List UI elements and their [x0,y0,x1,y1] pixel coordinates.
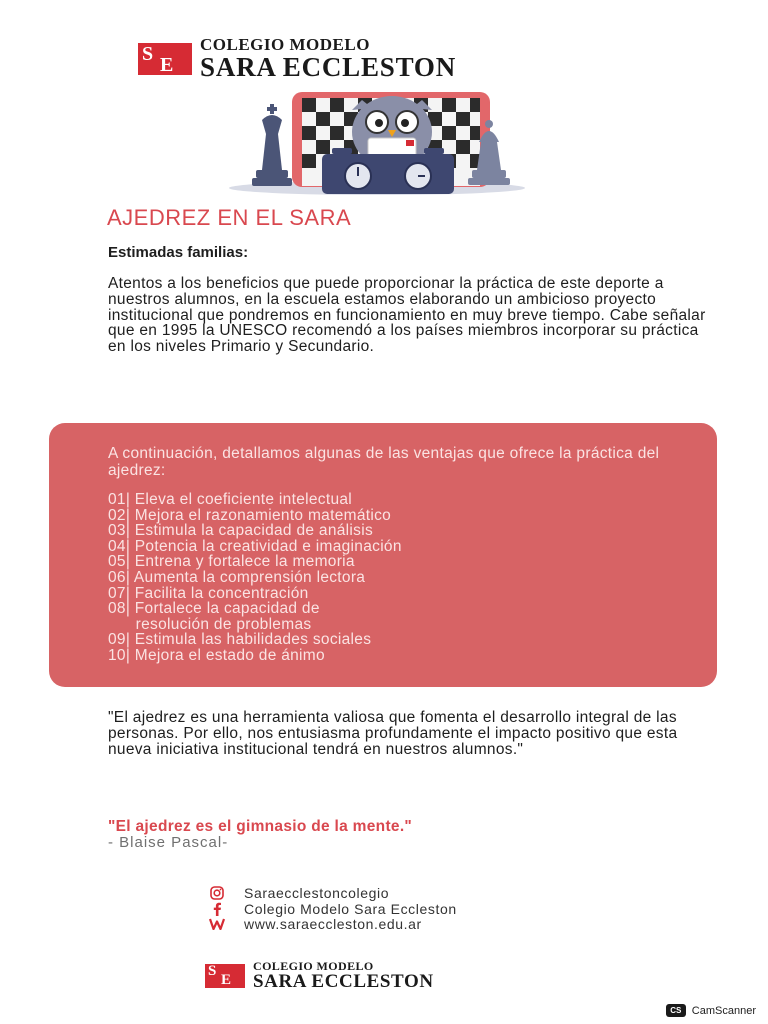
quote-author: - Blaise Pascal- [108,834,229,851]
benefit-item: 02| Mejora el razonamiento matemático [108,506,392,524]
chess-clock [322,148,454,194]
facebook-icon [208,902,226,916]
contact-facebook[interactable] [208,901,457,917]
camscanner-watermark [666,1004,756,1017]
motto: "El ajedrez es el gimnasio de la mente." [108,818,413,835]
contact-website[interactable] [208,916,422,932]
camscanner-badge-icon: CS [666,1004,686,1017]
web-icon [208,917,226,931]
camscanner-label: CamScanner [691,1004,756,1017]
chess-king-piece [252,104,292,186]
page-title: AJEDREZ EN EL SARA [107,205,352,230]
logo-text [253,960,434,991]
benefit-item: 03| Estimula la capacidad de análisis [108,522,373,540]
logo-line1: COLEGIO MODELO [253,959,374,973]
logo-line2: SARA ECCLESTON [253,971,434,992]
intro-paragraph: Atentos a los beneficios que puede proporcionar la práctica de este deporte a nuestros alumnos, en la escuela estamos elaborando un ambicioso proyecto institucional que pondremos en funcionamiento en muy breve tiempo. Cabe señalar que en 1995 la UNESCO recomendó a los países miembros incorporar su práctica en los niveles Primario y Secundario. [108,275,706,356]
benefit-item: 05| Entrena y fortalece la memoria [108,553,355,571]
logo-line1: COLEGIO MODELO [200,35,370,54]
benefit-item: 07| Facilita la concentración [108,584,309,602]
facebook-page: Colegio Modelo Sara Eccleston [244,901,457,917]
benefit-item: 04| Potencia la creatividad e imaginación [108,537,402,555]
instagram-icon [208,886,226,900]
benefit-item: 06| Aumenta la comprensión lectora [108,568,366,586]
logo-line2: SARA ECCLESTON [200,52,457,82]
benefit-item: 08| Fortalece la capacidad de resolución de problemas [108,600,320,633]
instagram-handle: Saraecclestoncolegio [244,885,390,901]
contact-instagram[interactable] [208,885,389,901]
website-url: www.saraeccleston.edu.ar [244,916,422,932]
benefit-item: 09| Estimula las habilidades sociales [108,631,372,649]
benefit-item: 10| Mejora el estado de ánimo [108,646,325,664]
header-logo [138,36,456,81]
benefit-item: 01| Eleva el coeficiente intelectual [108,491,353,508]
benefits-intro: A continuación, detallamos algunas de las ventajas que ofrece la práctica del ajedrez: [108,445,660,479]
footer-logo [205,960,434,991]
greeting: Estimadas familias: [108,244,249,261]
logo-text [200,36,456,81]
logo-mark: S E [138,43,192,75]
logo-mark: S E [205,964,245,988]
benefits-list [108,492,402,664]
chess-owl-illustration [222,90,532,198]
quote-paragraph: "El ajedrez es una herramienta valiosa que fomenta el desarrollo integral de las personas. Por ello, nos entusiasma profundamente el impacto positivo que esta nueva iniciativa institucional tendrá en nuestros alumnos." [108,709,678,758]
